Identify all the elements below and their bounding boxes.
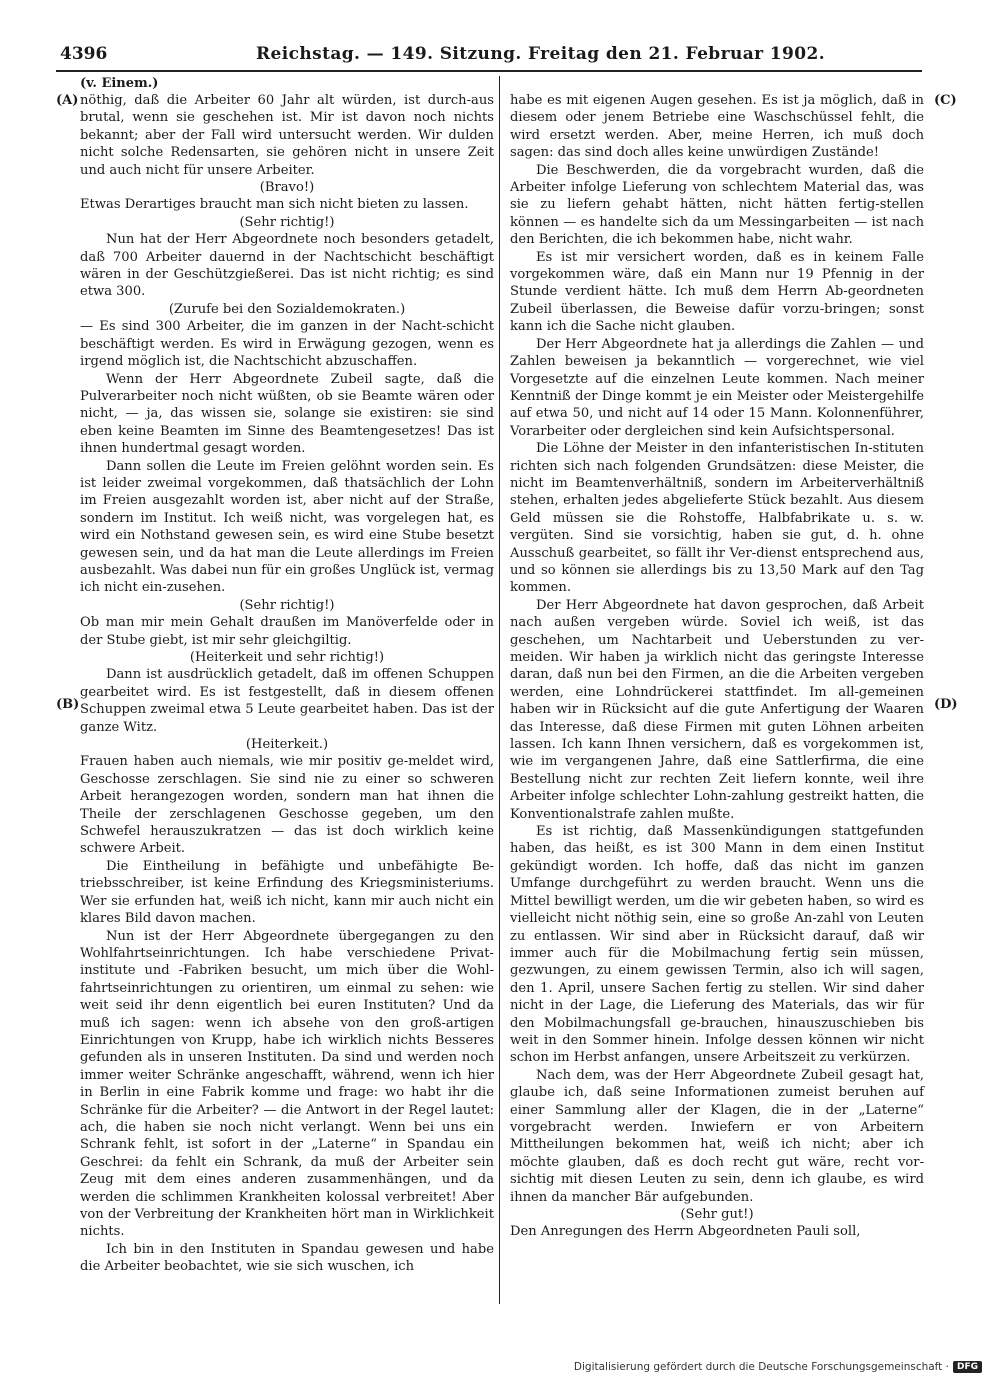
interjection: (Sehr gut!): [680, 1207, 754, 1222]
right-column: [510, 92, 924, 1241]
paragraph: Etwas Derartiges braucht man sich nicht bieten zu lassen.: [80, 197, 469, 213]
dfg-logo: DFG: [953, 1361, 982, 1373]
paragraph: Ich bin in den Instituten in Spandau gewesen und habe die Arbeiter beobachtet, wie sie sich wuschen, ich: [80, 1241, 494, 1275]
paragraph: nöthig, daß die Arbeiter 60 Jahr alt würden, ist durch-aus brutal, wenn sie geschehen ist. Mir ist davon noch nichts bekannt; aber der Fall wird untersucht werden. Wir dulden nicht solche Redensarten, sie gehören nicht in unsere Zeit und auch nicht für unsere Arbeiter.: [80, 93, 494, 178]
column-divider: [499, 76, 500, 1304]
paragraph: Es ist richtig, daß Massenkündigungen stattgefunden haben, das heißt, es ist 300 Mann in dem einen Institut gekündigt worden. Ich hoffe, daß das nicht im ganzen Umfange durchgeführt zu werden braucht. Wenn uns die Mittel bewilligt werden, um die wir gebeten haben, so wird es vielleicht nicht nöthig sein, eine so große An-zahl von Leuten zu entlassen. Wir sind aber in Rücksicht darauf, daß wir immer auch für die Mobilmachung fertig sein müssen, gezwungen, zu einem gewissen Termin, also ich will sagen, den 1. April, unsere Sachen fertig zu stellen. Wir sind daher nicht in der Lage, die Lieferung des Materials, das wir für den Mobilmachungsfall ge-brauchen, hinauszuschieben bis weit in den Sommer hinein. Infolge dessen können wir nicht schon im Herbst anfangen, unsere Arbeitszeit zu verkürzen.: [510, 824, 924, 1066]
speaker-name: (v. Einem.): [80, 76, 159, 91]
margin-marker-d: (D): [934, 697, 958, 712]
paragraph: Dann ist ausdrücklich getadelt, daß im offenen Schuppen gearbeitet wird. Es ist festgestellt, daß in diesem offenen Schuppen zweimal etwa 5 Leute gearbeitet haben. Das ist der ganze Witz.: [80, 667, 494, 735]
footer: [574, 1361, 982, 1373]
margin-marker-c: (C): [934, 93, 957, 108]
paragraph: Der Herr Abgeordnete hat davon gesprochen, daß Arbeit nach außen vergeben würde. Soviel ich weiß, ist das geschehen, um Nachtarbeit und Ueberstunden zu ver-meiden. Wir haben ja wirklich nicht das geringste Interesse daran, daß nun bei den Firmen, an die die Arbeiten vergeben werden, eine Lohndrückerei stattfindet. Im all-gemeinen haben wir in Rücksicht auf die gute Anfertigung der Waaren das Interesse, daß diese Firmen mit guten Löhnen arbeiten lassen. Ich kann Ihnen versichern, daß es vorgekommen ist, wie im vergangenen Jahre, daß eine Sattlerfirma, die eine Bestellung nicht zur rechten Zeit liefern konnte, weil ihre Arbeiter infolge schlechter Lohn-zahlung gestreikt hatten, die Konventionalstrafe zahlen mußte.: [510, 597, 924, 822]
running-title: Reichstag. — 149. Sitzung. Freitag den 21. Februar 1902.: [256, 44, 826, 64]
interjection: (Sehr richtig!): [239, 597, 335, 613]
paragraph: Die Beschwerden, die da vorgebracht wurden, daß die Arbeiter infolge Lieferung von schlechtem Material das, was sie zu liefern gehabt hätten, nicht hätten fertig-stellen können — es handelte sich da um Messingarbeiten — ist nach den Berichten, die ich bekommen habe, nicht wahr.: [510, 162, 924, 248]
paragraph: Frauen haben auch niemals, wie mir positiv ge-meldet wird, Geschosse zerschlagen. Sie sind nie zu einer so schweren Arbeit herangezogen worden, sondern man hat ihnen die Theile der zerschlagenen Geschosse gegeben, um den Schwefel herauszukratzen — das ist doch wirklich keine schwere Arbeit.: [80, 754, 494, 857]
left-column: [80, 92, 494, 1276]
paragraph: Nun hat der Herr Abgeordnete noch besonders getadelt, daß 700 Arbeiter dauernd in der Nachtschicht beschäftigt wären in der Geschützgießerei. Das ist nicht richtig; es sind etwa 300.: [80, 232, 494, 300]
footer-credit: Digitalisierung gefördert durch die Deutsche Forschungsgemeinschaft ·: [573, 1361, 949, 1373]
paragraph: Die Eintheilung in befähigte und unbefähigte Be-triebsschreiber, ist keine Erfindung des Kriegsministeriums. Wer sie erfunden hat, weiß ich nicht, kann mir auch nicht ein klares Bild davon machen.: [80, 858, 494, 927]
paragraph: Nun ist der Herr Abgeordnete übergegangen zu den Wohlfahrtseinrichtungen. Ich habe verschiedene Privat-institute und -Fabriken besucht, um mich über die Wohl-fahrtseinrichtungen zu orientiren, um einmal zu sehen: wie weit seid ihr denn eigentlich bei euren Instituten? Und da muß ich sagen: wenn ich absehe von den groß-artigen Einrichtungen von Krupp, habe ich wirklich nichts Besseres gefunden als in unseren Instituten. Da sind und werden noch immer weiter Schränke angeschafft, während, wenn ich hier in Berlin in eine Fabrik komme und frage: wo habt ihr die Schränke für die Arbeiter? — die Antwort in der Regel lautet: ach, die haben sie noch nicht verlangt. Wenn bei uns ein Schrank fehlt, ist sofort in der „Laterne“ in Spandau ein Geschrei: da fehlt ein Schrank, da muß der Arbeiter sein Zeug mit dem eines anderen zusammenhängen, und da werden die schlimmen Krankheiten kolossal verbreitet! Aber von der Verbreitung der Krankheiten hört man in Wirklichkeit nichts.: [80, 928, 494, 1240]
margin-marker-a: (A): [56, 93, 79, 108]
interjection: (Heiterkeit und sehr richtig!): [189, 650, 385, 665]
paragraph: Der Herr Abgeordnete hat ja allerdings die Zahlen — und Zahlen beweisen ja bekanntlich — vorgerechnet, wie viel Vorgesetzte auf die einzelnen Leute kommen. Nach meiner Kenntniß der Dinge kommt je ein Meister oder Meistergehilfe auf etwa 50, und nicht auf 14 oder 15 Mann. Kolonnenführer, Vorarbeiter oder dergleichen sind kein Aufsichtspersonal.: [510, 336, 924, 439]
page-number: 4396: [60, 44, 108, 64]
paragraph: habe es mit eigenen Augen gesehen. Es ist ja möglich, daß in diesem oder jenem Betriebe eine Waschschüssel fehlt, die wird ersetzt werden. Aber, meine Herren, ich muß doch sagen: das sind doch alles keine unwürdigen Zustände!: [510, 93, 924, 161]
paragraph: Die Löhne der Meister in den infanteristischen In-stituten richten sich nach folgenden Grundsätzen: diese Meister, die nicht im Beamtenverhältniß, sondern im Arbeiterverhältniß stehen, erhalten jedes abgelieferte Stück bezahlt. Aus diesem Geld müssen sie die Rohstoffe, Halbfabrikate u. s. w. vergüten. Sind sie vorsichtig, haben sie gut, d. h. ohne Ausschuß gearbeitet, so fällt ihr Ver-dienst entsprechend aus, und so können sie allerdings bis zu 13,50 Mark auf den Tag kommen.: [510, 441, 924, 596]
page-header: [56, 44, 922, 72]
paragraph: Den Anregungen des Herrn Abgeordneten Pauli soll,: [510, 1224, 861, 1240]
interjection: (Sehr richtig!): [239, 214, 335, 230]
paragraph: Ob man mir mein Gehalt draußen im Manöverfelde oder in der Stube giebt, ist mir sehr gleichgiltig.: [80, 615, 494, 648]
paragraph: Dann sollen die Leute im Freien gelöhnt worden sein. Es ist leider zweimal vorgekommen, daß thatsächlich der Lohn im Freien ausgezahlt worden ist, aber nicht auf der Straße, sondern im Institut. Ich weiß nicht, was vorgelegen hat, es wird ein Nothstand gewesen sein, es wird eine Stube besetzt gewesen sein, und da hat man die Leute allerdings im Freien ausbezahlt. Was dabei nun für ein großes Unglück ist, vermag ich nicht ein-zusehen.: [80, 458, 494, 596]
paragraph: Wenn der Herr Abgeordnete Zubeil sagte, daß die Pulverarbeiter noch nicht wüßten, ob sie Beamte wären oder nicht, — ja, das wissen sie, solange sie existiren: sie sind eben keine Beamten im Sinne des Beamtengesetzes! Das ist ihnen hundertmal gesagt worden.: [80, 371, 494, 457]
interjection: (Heiterkeit.): [245, 737, 329, 753]
interjection: (Zurufe bei den Sozialdemokraten.): [168, 301, 406, 317]
paragraph: Es ist mir versichert worden, daß es in keinem Falle vorgekommen wäre, daß ein Mann nur 19 Pfennig in der Stunde verdient hätte. Ich muß dem Herrn Ab-geordneten Zubeil überlassen, die Beweise dafür vorzu-bringen; sonst kann ich die Sache nicht glauben.: [510, 249, 924, 335]
paragraph: — Es sind 300 Arbeiter, die im ganzen in der Nacht-schicht beschäftigt werden. Es wird in Erwägung gezogen, wenn es irgend möglich ist, die Nachtschicht abzuschaffen.: [80, 319, 494, 370]
interjection: (Bravo!): [259, 180, 315, 196]
margin-marker-b: (B): [56, 697, 80, 712]
paragraph: Nach dem, was der Herr Abgeordnete Zubeil gesagt hat, glaube ich, daß seine Informationen zumeist beruhen auf einer Sammlung aller der Klagen, die in der „Laterne“ vorgebracht werden. Inwiefern er von Arbeitern Mittheilungen bekommen hat, weiß ich nicht; aber ich möchte glauben, daß es doch recht gut wäre, recht vor-sichtig mit diesen Leuten zu sein, denn ich glaube, es wird ihnen da mancher Bär aufgebunden.: [510, 1067, 924, 1205]
